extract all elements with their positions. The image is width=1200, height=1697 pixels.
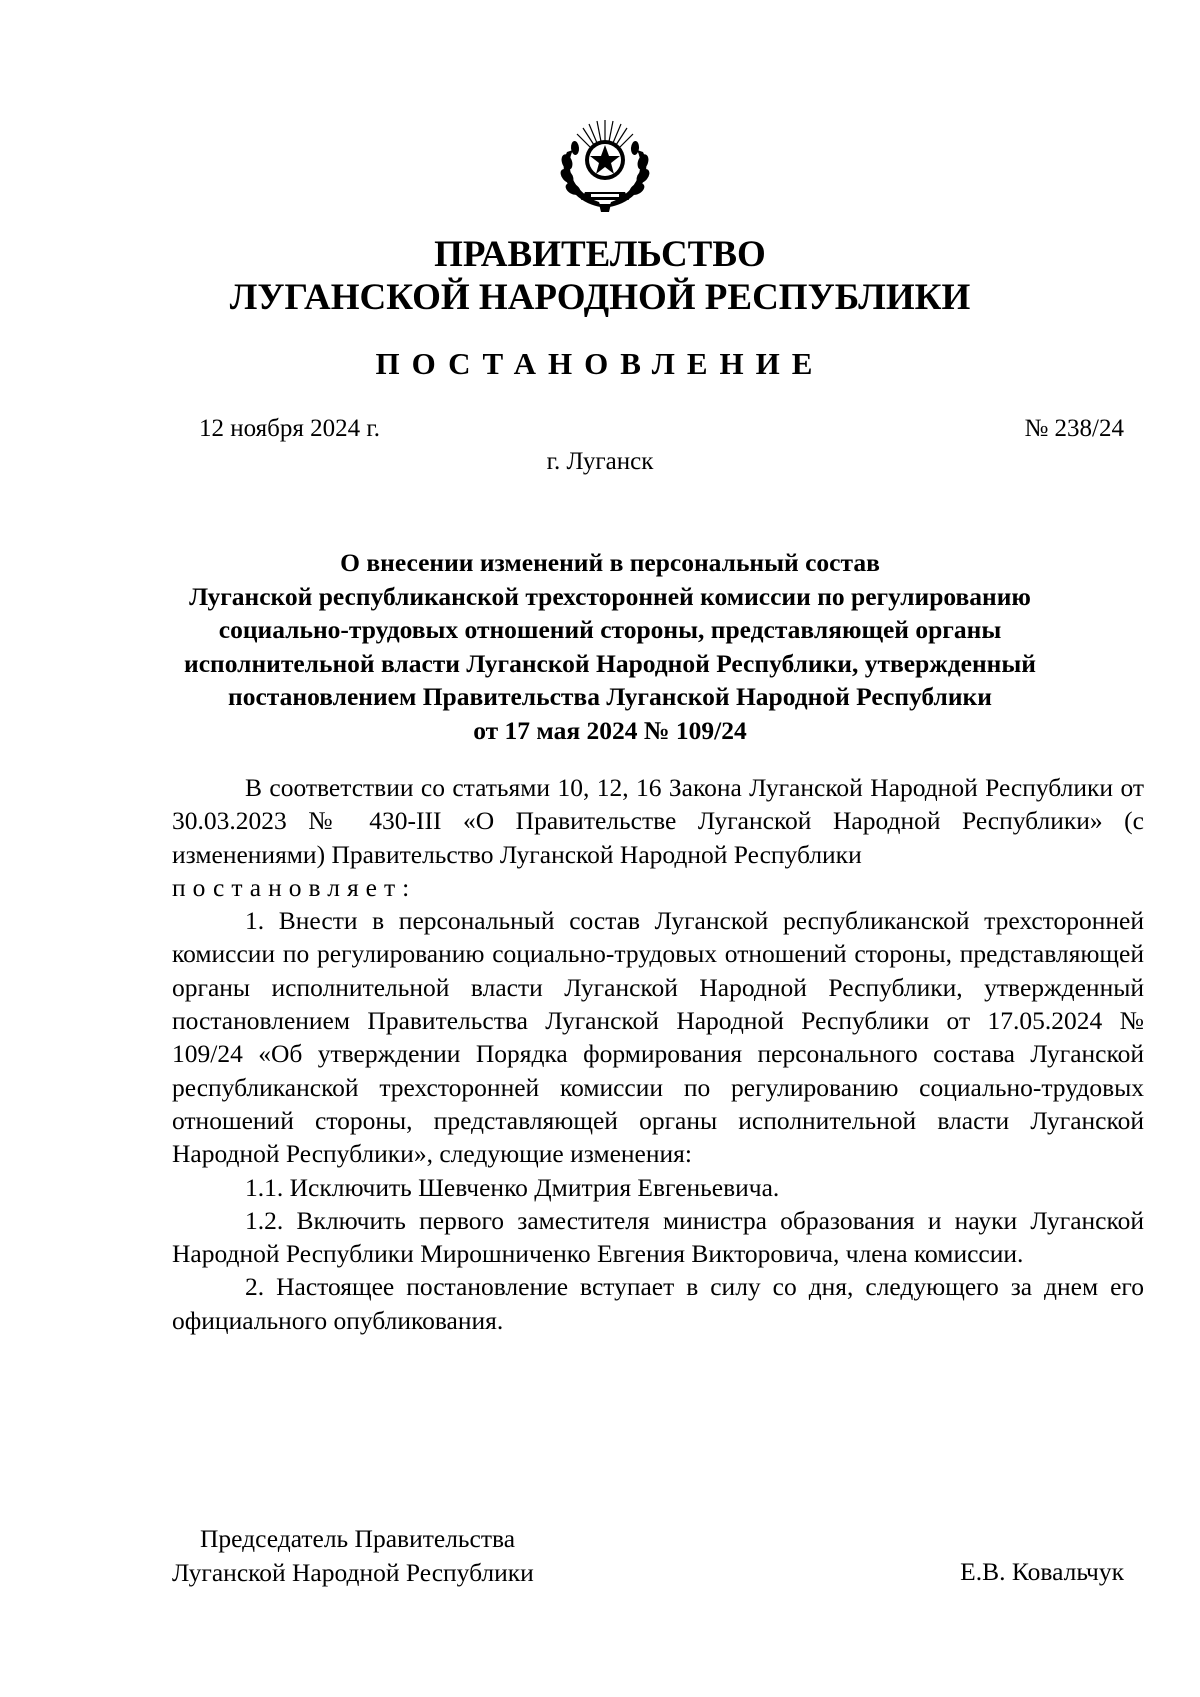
title-line: Луганской республиканской трехсторонней комиссии по регулированию (189, 581, 1031, 611)
document-title (170, 546, 1050, 747)
preamble-paragraph: В соответствии со статьями 10, 12, 16 Закона Луганской Народной Республики от 30.03.2023 № 430-III «О Правительстве Луганской Народной Республики» (с изменениями) Правительство Луганской Народной Республики (172, 773, 1144, 869)
title-line: социально-трудовых отношений стороны, представляющей органы (218, 615, 1002, 644)
signatory-position-line-1: Председатель Правительства (200, 1524, 516, 1553)
document-body (172, 771, 1144, 1337)
organization-name-line-1: ПРАВИТЕЛЬСТВО (434, 234, 766, 275)
signatory-position (172, 1522, 534, 1589)
item-2-paragraph: 2. Настоящее постановление вступает в силу со дня, следующего за днем его официального опубликования. (172, 1272, 1144, 1335)
item-1-1-paragraph: 1.1. Исключить Шевченко Дмитрия Евгеньевича. (245, 1172, 780, 1202)
item-1-paragraph: 1. Внести в персональный состав Луганской республиканской трехсторонней комиссии по регулированию социально-трудовых отношений стороны, представляющей органы исполнительной власти Луганской Народной Республики, утвержденный постановлением Правительства Луганской Народной Республики от 17.05.2024 № 109/24 «Об утверждении Порядка формирования персонального состава Луганской республиканской трехсторонней комиссии по регулированию социально-трудовых отношений стороны, представляющей органы исполнительной власти Луганской Народной Республики», следующие изменения: (172, 906, 1144, 1169)
title-line: от 17 мая 2024 № 109/24 (473, 715, 747, 745)
organization-name-line-2: ЛУГАНСКОЙ НАРОДНОЙ РЕСПУБЛИКИ (229, 277, 971, 318)
document-city: г. Луганск (546, 448, 654, 475)
document-number: № 238/24 (1024, 415, 1124, 442)
title-line: О внесении изменений в персональный состав (340, 548, 880, 577)
signatory-position-line-2: Луганской Народной Республики (172, 1557, 534, 1587)
title-line: постановлением Правительства Луганской Народной Республики (228, 682, 992, 711)
item-1-2-paragraph: 1.2. Включить первого заместителя министра образования и науки Луганской Народной Республики Мирошниченко Евгения Викторовича, члена комиссии. (172, 1205, 1144, 1269)
title-line: исполнительной власти Луганской Народной Республики, утвержденный (184, 648, 1036, 678)
signatory-name: Е.В. Ковальчук (960, 1557, 1124, 1586)
lpr-coat-of-arms-icon (553, 112, 657, 216)
document-type: ПОСТАНОВЛЕНИЕ (375, 346, 825, 381)
document-date: 12 ноября 2024 г. (199, 415, 381, 442)
decides-word: постановляет: (172, 872, 417, 902)
